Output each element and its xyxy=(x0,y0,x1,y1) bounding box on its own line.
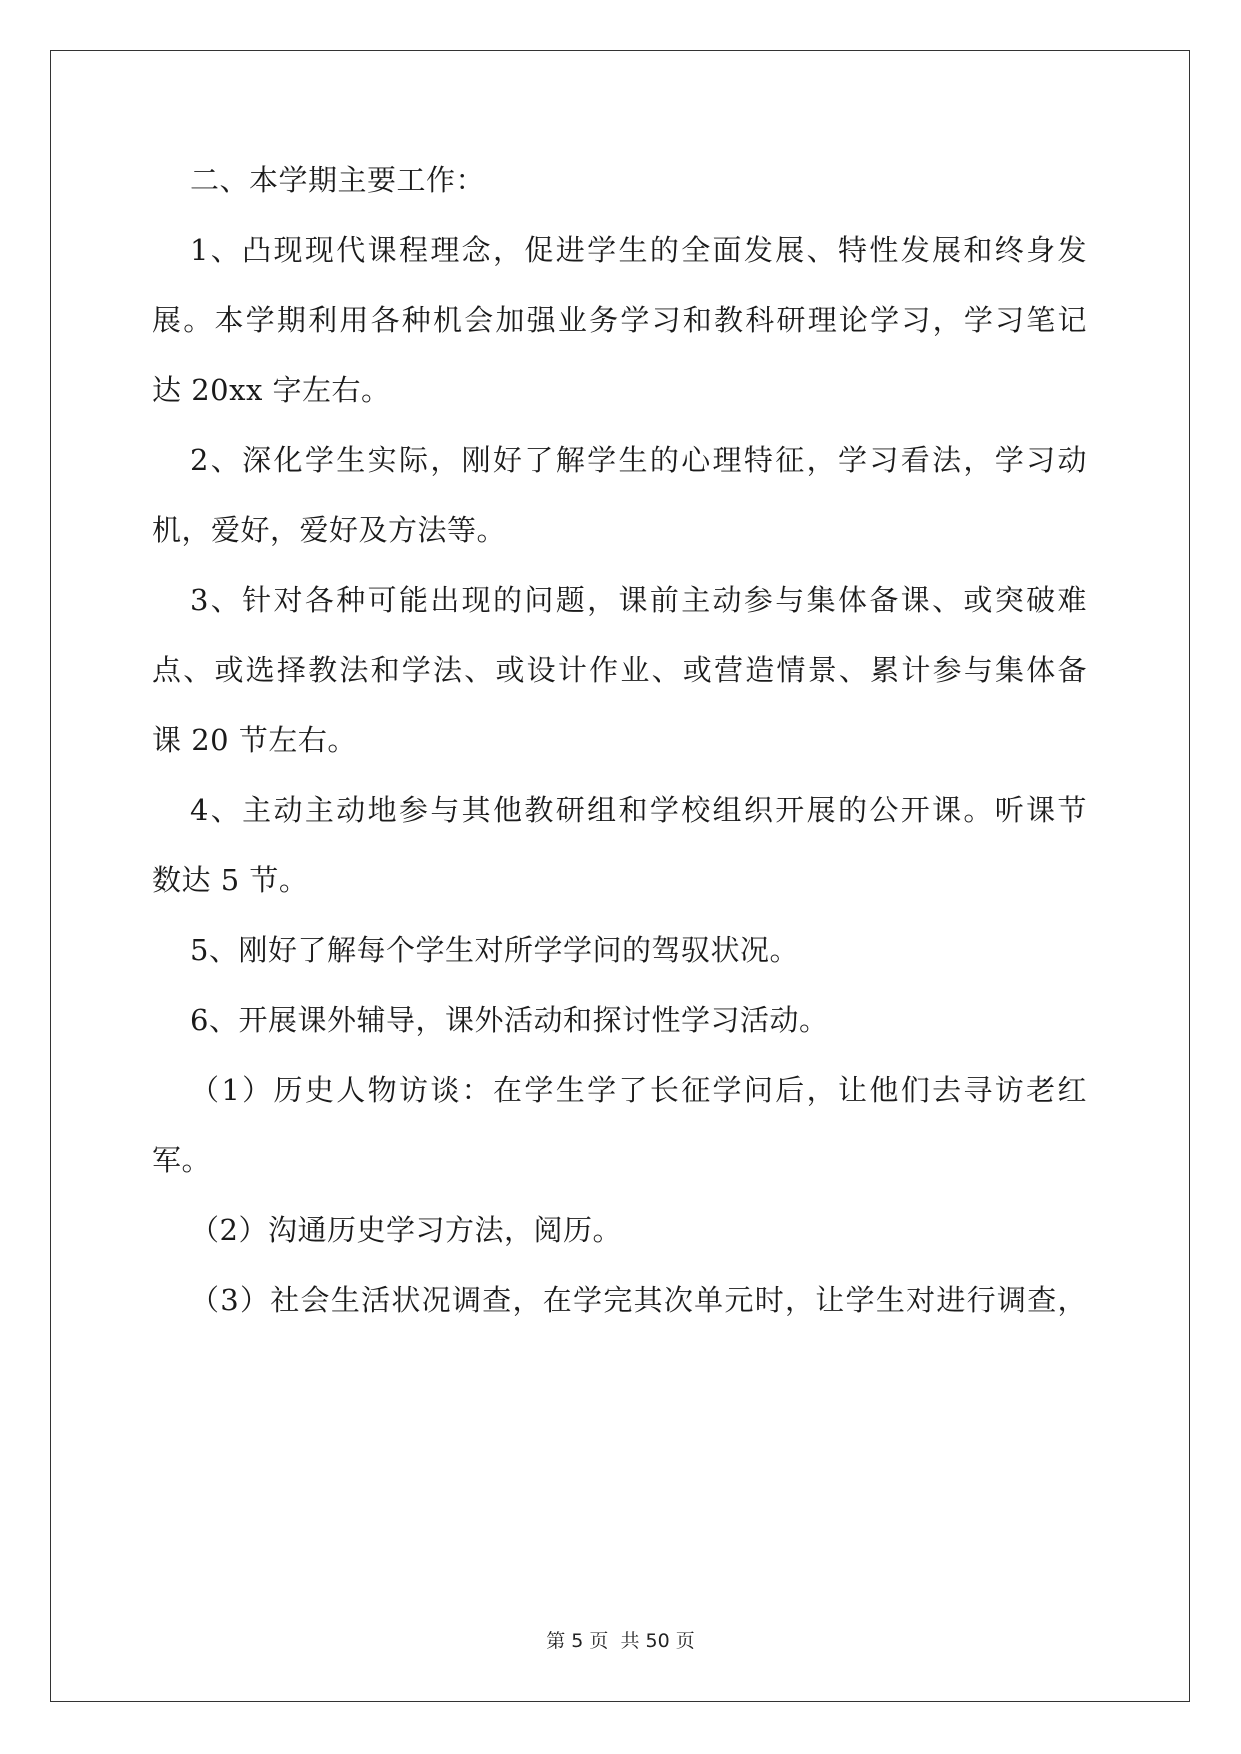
paragraph-line: 机，爱好，爱好及方法等。 xyxy=(152,513,507,547)
page-footer xyxy=(0,1626,1241,1653)
section-heading: 二、本学期主要工作： xyxy=(190,163,486,197)
paragraph-line: 5、刚好了解每个学生对所学学问的驾驭状况。 xyxy=(190,933,799,967)
paragraph-line: 数达 5 节。 xyxy=(152,863,309,897)
paragraph-line: 2、深化学生实际，刚好了解学生的心理特征，学习看法，学习动 xyxy=(190,443,1087,477)
paragraph-line: 4、主动主动地参与其他教研组和学校组织开展的公开课。听课节 xyxy=(190,793,1087,827)
page-total: 共 50 页 xyxy=(620,1630,695,1652)
paragraph-line: 课 20 节左右。 xyxy=(152,723,357,757)
paragraph-line: 6、开展课外辅导，课外活动和探讨性学习活动。 xyxy=(190,1003,829,1037)
paragraph-line: 1、凸现现代课程理念，促进学生的全面发展、特性发展和终身发 xyxy=(190,233,1087,267)
paragraph-line: 军。 xyxy=(152,1143,212,1177)
page-number: 第 5 页 xyxy=(546,1630,609,1652)
paragraph-line: （1）历史人物访谈：在学生学了长征学问后，让他们去寻访老红 xyxy=(190,1073,1087,1107)
paragraph-line: 展。本学期利用各种机会加强业务学习和教科研理论学习，学习笔记 xyxy=(152,303,1087,337)
paragraph-line: 3、针对各种可能出现的问题，课前主动参与集体备课、或突破难 xyxy=(190,583,1087,617)
paragraph-line: （3）社会生活状况调查，在学完其次单元时，让学生对进行调查， xyxy=(190,1283,1087,1317)
paragraph-line: 达 20xx 字左右。 xyxy=(152,373,391,407)
paragraph-line: 点、或选择教法和学法、或设计作业、或营造情景、累计参与集体备 xyxy=(152,653,1087,687)
paragraph-line: （2）沟通历史学习方法，阅历。 xyxy=(190,1213,622,1247)
